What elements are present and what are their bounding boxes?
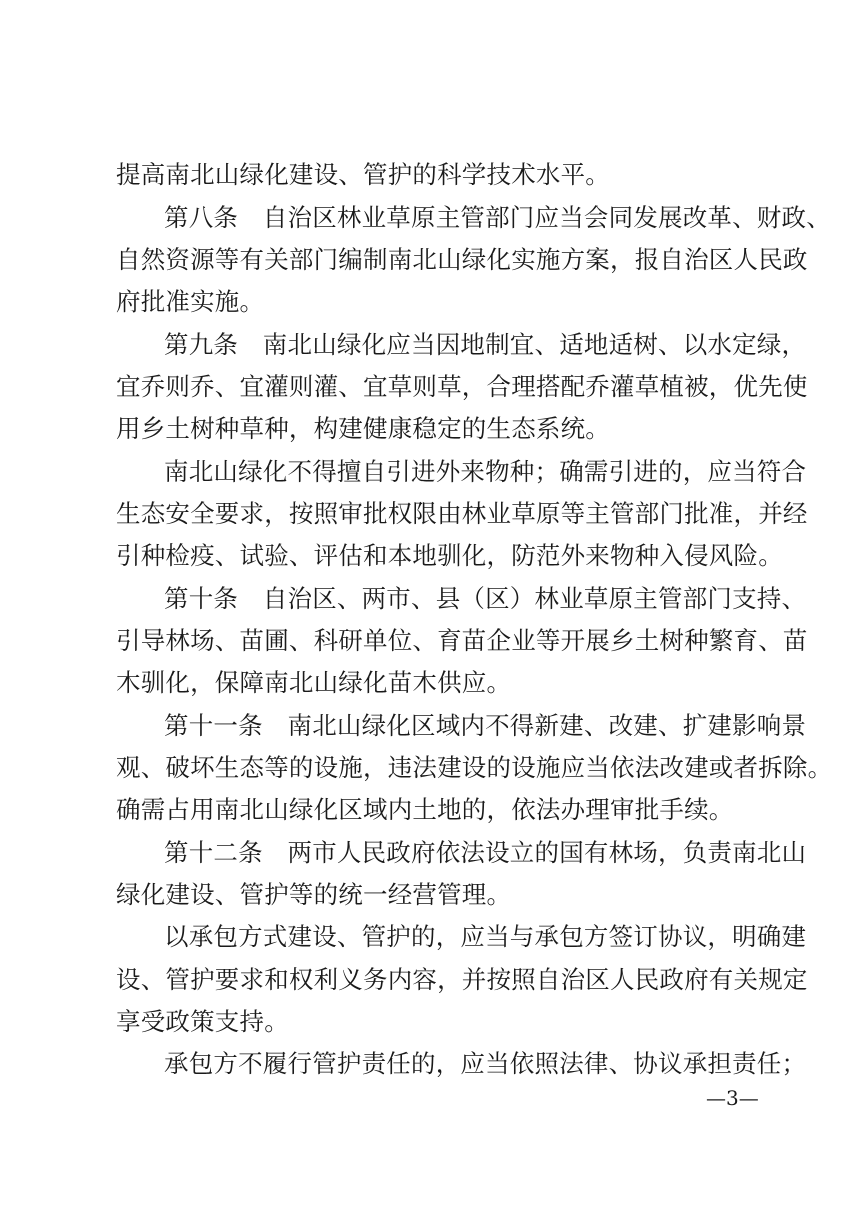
article-10-line: 第十条 自治区、两市、县（区）林业草原主管部门支持、	[164, 584, 807, 613]
text-line: 提高南北山绿化建设、管护的科学技术水平。	[116, 160, 610, 189]
text-line: 用乡土树种草种，构建健康稳定的生态系统。	[116, 414, 610, 443]
text-line: 自然资源等有关部门编制南北山绿化实施方案，报自治区人民政	[116, 245, 808, 274]
text-line: 引导林场、苗圃、科研单位、育苗企业等开展乡土树种繁育、苗	[116, 626, 808, 655]
text-line: 享受政策支持。	[116, 1007, 289, 1036]
paragraph-start-line: 承包方不履行管护责任的，应当依照法律、协议承担责任；	[164, 1049, 807, 1078]
article-8-line: 第八条 自治区林业草原主管部门应当会同发展改革、财政、	[164, 203, 831, 232]
text-line: 绿化建设、管护等的统一经营管理。	[116, 880, 512, 909]
text-line: 设、管护要求和权利义务内容，并按照自治区人民政府有关规定	[116, 965, 808, 994]
text-line: 生态安全要求，按照审批权限由林业草原等主管部门批准，并经	[116, 499, 808, 528]
text-line: 确需占用南北山绿化区域内土地的，依法办理审批手续。	[116, 795, 734, 824]
text-line: 观、破坏生态等的设施，违法建设的设施应当依法改建或者拆除。	[116, 753, 833, 782]
text-line: 宜乔则乔、宜灌则灌、宜草则草，合理搭配乔灌草植被，优先使	[116, 372, 808, 401]
article-9-line: 第九条 南北山绿化应当因地制宜、适地适树、以水定绿，	[164, 330, 807, 359]
text-line: 府批准实施。	[116, 287, 265, 316]
text-line: 引种检疫、试验、评估和本地驯化，防范外来物种入侵风险。	[116, 541, 783, 570]
text-line: 木驯化，保障南北山绿化苗木供应。	[116, 668, 512, 697]
article-12-line: 第十二条 两市人民政府依法设立的国有林场，负责南北山	[164, 838, 807, 867]
paragraph-start-line: 以承包方式建设、管护的，应当与承包方签订协议，明确建	[164, 922, 807, 951]
article-11-line: 第十一条 南北山绿化区域内不得新建、改建、扩建影响景	[164, 711, 807, 740]
page-number: —3—	[706, 1086, 759, 1110]
paragraph-start-line: 南北山绿化不得擅自引进外来物种；确需引进的，应当符合	[164, 457, 807, 486]
